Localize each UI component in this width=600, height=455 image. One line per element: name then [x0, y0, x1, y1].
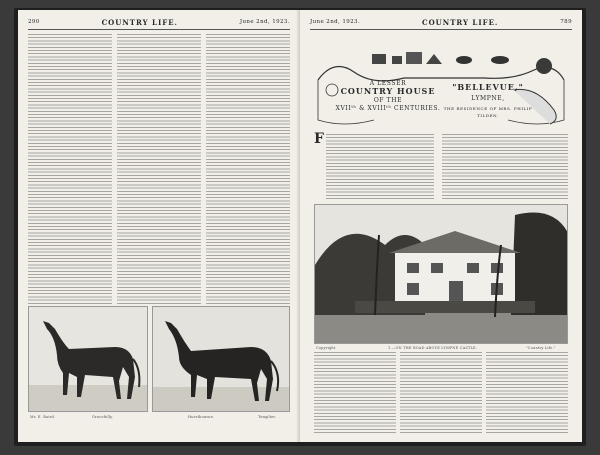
left-page: [18, 10, 300, 442]
left-header-rule: [28, 29, 290, 30]
house-caption-credit: "Country Life.": [526, 346, 556, 350]
left-page-date: June 2nd, 1923.: [239, 19, 290, 25]
banner-title: "BELLEVUE,": [452, 82, 524, 92]
left-text-column-1: [28, 34, 112, 304]
banner-subtitle: THE RESIDENCE OF MRS. PHILIP TILDEN.: [443, 106, 533, 118]
right-text-column-1: [326, 134, 434, 200]
left-text-column-2: [117, 34, 201, 304]
horse-photo-left: [28, 306, 148, 412]
house-photo: [314, 204, 568, 344]
banner-line-3: OF THE: [373, 97, 403, 104]
right-page-number: 789: [560, 19, 572, 25]
house-caption-copyright: Copyright.: [316, 346, 337, 350]
right-page: [300, 10, 582, 442]
banner-line-4: XVIIᵗʰ & XVIIIᵗʰ CENTURIES.: [335, 105, 441, 112]
right-text-column-5: [486, 352, 568, 434]
house-caption-title: 1.—ON THE ROAD ABOVE LYMPNE CASTLE.: [388, 346, 478, 350]
horse-photo-right: [152, 306, 290, 412]
right-page-header: [310, 17, 572, 27]
right-text-column-4: [400, 352, 482, 434]
banner-place: LYMPNE,: [471, 95, 505, 102]
right-text-column-3: [314, 352, 396, 434]
article-drop-cap: F: [314, 131, 324, 147]
left-caption-owner: Mr. E. Baird.: [30, 415, 56, 419]
horse-right-icon: [153, 307, 290, 412]
left-page-header: [28, 17, 290, 27]
left-masthead: COUNTRY LIFE.: [101, 17, 178, 27]
left-caption-horse-1: Gracefully.: [92, 415, 114, 419]
article-banner: [314, 50, 568, 128]
right-header-rule: [310, 29, 572, 30]
banner-line-2: COUNTRY HOUSE: [340, 86, 436, 96]
right-page-date: June 2nd, 1923.: [310, 19, 361, 25]
left-caption-horse-3: Templier.: [258, 415, 277, 419]
right-masthead: COUNTRY LIFE.: [422, 17, 499, 27]
left-page-number: 290: [28, 19, 40, 25]
left-text-column-3: [206, 34, 290, 304]
left-caption-horse-2: Hurstbourne.: [188, 415, 215, 419]
house-photo-icon: [315, 205, 568, 344]
banner-line-1: A LESSER: [369, 80, 407, 87]
horse-left-icon: [29, 307, 148, 412]
right-text-column-2: [442, 134, 568, 200]
